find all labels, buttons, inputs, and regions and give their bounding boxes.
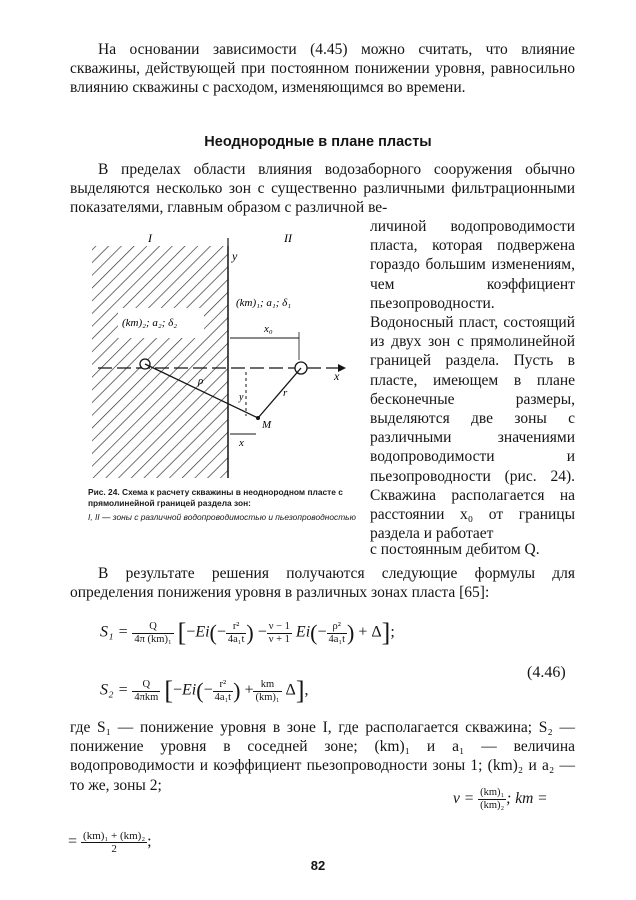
s1-lhs: S₁ = [100,623,129,641]
ei-3: Ei [182,681,197,699]
definitions-paragraph: где S₁ — понижение уровня в зоне I, где располагается скважина; S₂ — понижение уровня в соседней зоне; (km)₁ и a₁ — величина водопроводимости и коэффициент пьезопроводности зоны 1; (km)₂ и a₂ — то же, зоны 2; [70,719,575,794]
nu-frac: $\frac{\nu - 1}{\nu + 1}$ [268,620,290,645]
caption-legend: I, II — зоны с различной водопроводимостью и пьезопроводностью [88,512,356,522]
intro-paragraph: На основании зависимости (4.45) можно считать, что влияние скважины, действующей при постоянном понижении уровня, равносильно влиянию скважины с расходом, изменяющимся во времени. [70,41,575,97]
figure-24 [88,228,358,480]
figure-caption [88,487,356,523]
s2-lhs: S₂ = [100,681,129,699]
ei-2: Ei [295,623,311,641]
y-axis-label: y [232,249,238,263]
formula-s2: S₂ = $\frac{Q}{\text{4πkm}}$ [−Ei(− $\frac{\text{r²}}{\text{4a₁t}}$ ) + $\frac{km}{\text{(km)₁}}$ Δ], [100,676,309,705]
zone-2-params: (km)₁; a₁; δ₁ [236,297,292,309]
result-paragraph: В результате решения получаются следующие формулы для определения понижения уровня в различных зонах пласта [65]: [70,565,575,602]
x-axis-label: x [334,369,340,383]
M-label: M [262,419,272,431]
paragraph-zones: В пределах области влияния водозаборного сооружения обычно выделяются несколько зон с существенно различными фильтрационными показателями, главным образом с различной ве- [70,161,575,217]
km-definition: = $\frac{\text{(km)₁ + (km)₂}}{2}$ ; [68,830,152,855]
plus-delta: + Δ [358,623,382,641]
column-text: личиной водопроводимости пласта, которая подвержена гораздо большим изменениям, чем коэффициент пьезопроводности. Водоносный пласт, состоящий из двух зон с прямолинейной границей раздела. Пусть в пласте, имеющем в плане бесконечные размеры, выделяются две зоны с различными значениями водопроводимости и пьезопроводности (рис. 24). Скважина располагается на расстоянии x₀ от границы раздела и работает [370,218,575,543]
x-label: x [239,437,244,449]
page-number: 82 [310,858,326,873]
section-heading: Неоднородные в плане пласты [204,134,432,150]
delta: Δ [285,681,296,699]
x0-label: x₀ [264,323,273,335]
km-frac: $\frac{km}{\text{(km)₁}}$ [255,678,280,703]
formula-s1: S₁ = $\frac{Q}{\text{4π (km)₁}}$ [−Ei(− $\frac{\text{r²}}{\text{4a₁t}}$ ) − $\frac{\nu - 1}{\nu + 1}$ Ei(− $\frac{\text{ρ²}}{\text{4a₁t}}$ ) + Δ]; [100,618,395,647]
zone-2-label: II [284,231,292,245]
s2-q-frac: $\frac{Q}{\text{4πkm}}$ [134,678,159,703]
s1-q-frac: $\frac{Q}{\text{4π (km)₁}}$ [134,620,172,645]
r-line [258,368,301,418]
column-text-2: с постоянным дебитом Q. [370,541,540,558]
caption-title: Рис. 24. Схема к расчету скважины в неоднородном пласте с прямолинейной границей раздела зон: [88,487,343,508]
equation-number: (4.46) [527,664,566,681]
rho-label: ρ [198,375,204,387]
zone-1-params: (km)₂; a₂; δ₂ [122,317,178,329]
nu-definition: ν = $\frac{\text{(km)₁}}{\text{(km)₂}}$ ; km = [453,787,548,811]
zone-1-label: I [148,231,152,245]
zone-1-hatching [92,246,228,478]
y-label: y [239,392,244,403]
ei-1: Ei [195,623,210,641]
r-label: r [283,387,288,399]
point-M [256,416,260,420]
